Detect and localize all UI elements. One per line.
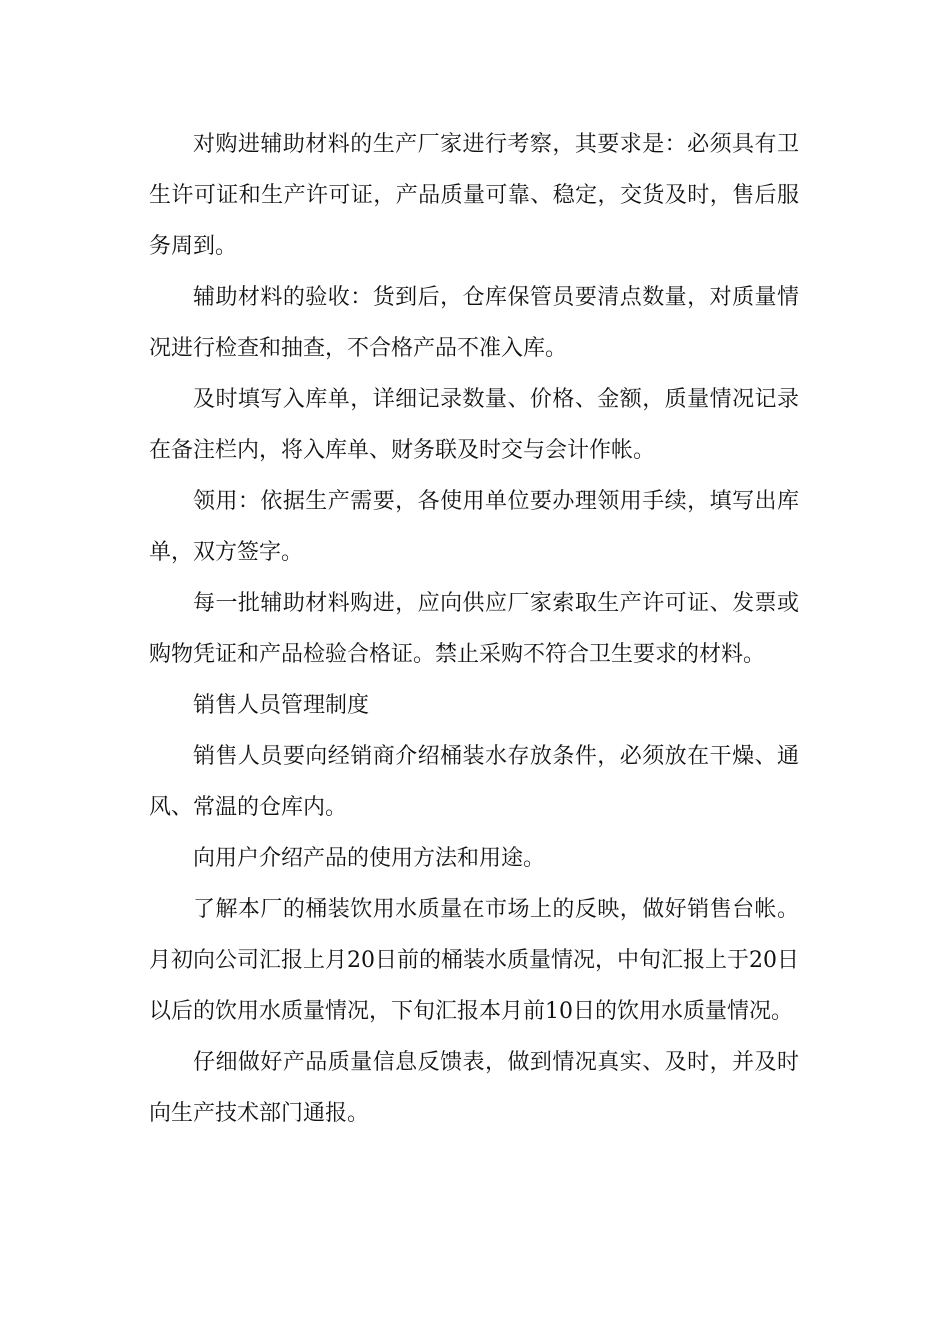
paragraph-purchase-certificates: 每一批辅助材料购进，应向供应厂家索取生产许可证、发票或购物凭证和产品检验合格证。禁止采购不符合卫生要求的材料。 bbox=[149, 591, 799, 667]
section-heading-sales-staff-rules: 销售人员管理制度 bbox=[193, 693, 370, 718]
paragraph-warehouse-receipt: 及时填写入库单，详细记录数量、价格、金额，质量情况记录在备注栏内，将入库单、财务联及时交与会计作帐。 bbox=[149, 387, 799, 463]
paragraph-material-requisition: 领用：依据生产需要，各使用单位要办理领用手续，填写出库单，双方签字。 bbox=[149, 489, 799, 565]
paragraph-market-feedback: 了解本厂的桶装饮用水质量在市场上的反映，做好销售台帐。月初向公司汇报上月20日前的桶装水质量情况，中旬汇报上于20日以后的饮用水质量情况，下旬汇报本月前10日的饮用水质量情况。 bbox=[149, 897, 799, 1024]
document-body bbox=[149, 119, 799, 1139]
paragraph-material-acceptance: 辅助材料的验收：货到后，仓库保管员要清点数量，对质量情况进行检查和抽查，不合格产品不准入库。 bbox=[149, 285, 799, 361]
paragraph-storage-conditions: 销售人员要向经销商介绍桶装水存放条件，必须放在干燥、通风、常温的仓库内。 bbox=[149, 744, 799, 820]
paragraph-quality-report: 仔细做好产品质量信息反馈表，做到情况真实、及时，并及时向生产技术部门通报。 bbox=[149, 1050, 799, 1126]
paragraph-product-usage: 向用户介绍产品的使用方法和用途。 bbox=[193, 846, 546, 871]
paragraph-supplier-inspection: 对购进辅助材料的生产厂家进行考察，其要求是：必须具有卫生许可证和生产许可证，产品质量可靠、稳定，交货及时，售后服务周到。 bbox=[149, 132, 799, 259]
